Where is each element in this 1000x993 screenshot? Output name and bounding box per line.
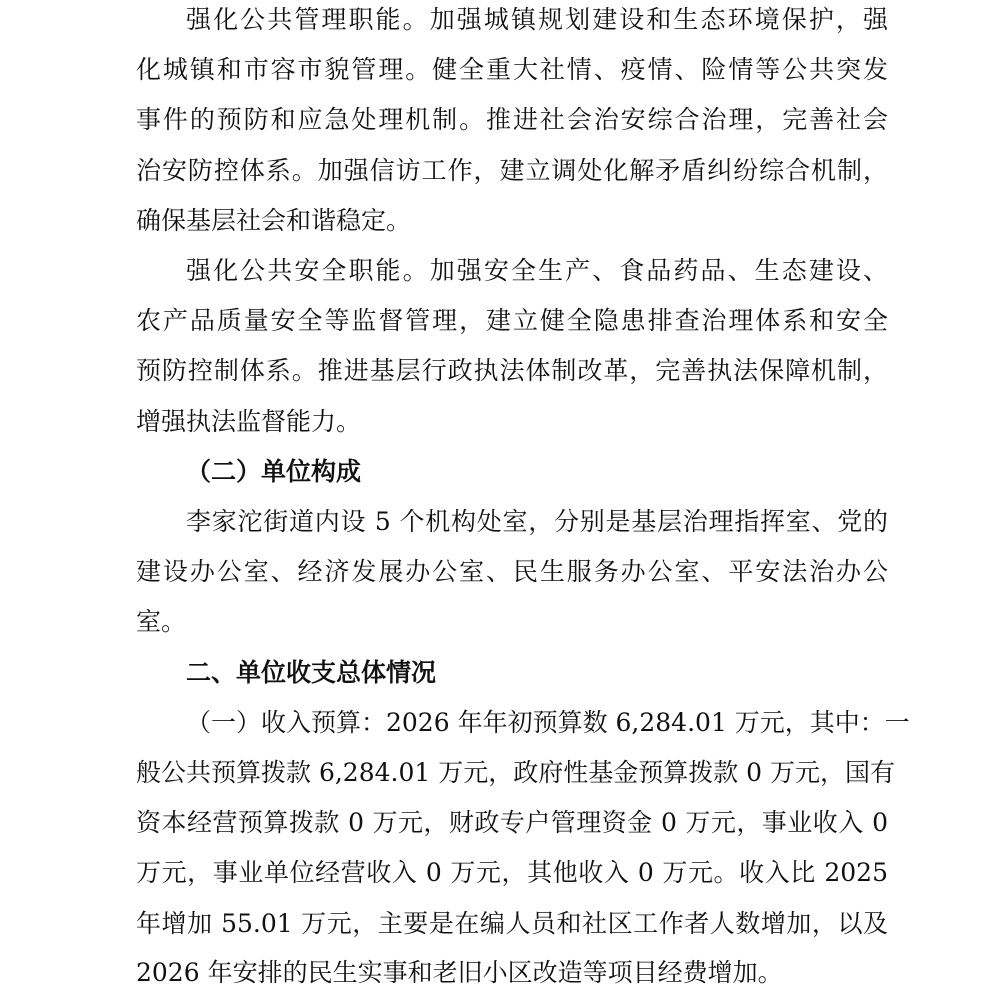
text-line: 强化公共安全职能。加强安全生产、食品药品、生态建设、 bbox=[186, 256, 888, 285]
text-line: 李家沱街道内设 5 个机构处室，分别是基层治理指挥室、党的 bbox=[186, 507, 888, 536]
text-line: 资本经营预算拨款 0 万元，财政专户管理资金 0 万元，事业收入 0 bbox=[136, 808, 888, 837]
text-line: 2026 年安排的民生实事和老旧小区改造等项目经费增加。 bbox=[136, 958, 783, 987]
text-line: 化城镇和市容市貌管理。健全重大社情、疫情、险情等公共突发 bbox=[136, 55, 888, 84]
section-heading-revenue-expenditure: 二、单位收支总体情况 bbox=[186, 658, 437, 687]
text-line: （一）收入预算：2026 年年初预算数 6,284.01 万元，其中：一 bbox=[186, 708, 910, 737]
text-line: 室。 bbox=[136, 607, 187, 636]
text-line: 年增加 55.01 万元，主要是在编人员和社区工作者人数增加，以及 bbox=[136, 909, 888, 938]
text-line: 万元，事业单位经营收入 0 万元，其他收入 0 万元。收入比 2025 bbox=[136, 858, 888, 887]
text-line: 建设办公室、经济发展办公室、民生服务办公室、平安法治办公 bbox=[136, 557, 888, 586]
text-line: 强化公共管理职能。加强城镇规划建设和生态环境保护，强 bbox=[186, 5, 888, 34]
text-line: 增强执法监督能力。 bbox=[136, 407, 362, 436]
text-line: 确保基层社会和谐稳定。 bbox=[136, 206, 412, 235]
text-line: 事件的预防和应急处理机制。推进社会治安综合治理，完善社会 bbox=[136, 105, 888, 134]
text-line: 般公共预算拨款 6,284.01 万元，政府性基金预算拨款 0 万元，国有 bbox=[136, 758, 896, 787]
text-line: 农产品质量安全等监督管理，建立健全隐患排查治理体系和安全 bbox=[136, 306, 888, 335]
text-line: 预防控制体系。推进基层行政执法体制改革，完善执法保障机制， bbox=[136, 356, 888, 385]
section-heading-unit-composition: （二）单位构成 bbox=[186, 457, 362, 486]
text-line: 治安防控体系。加强信访工作，建立调处化解矛盾纠纷综合机制， bbox=[136, 156, 888, 185]
